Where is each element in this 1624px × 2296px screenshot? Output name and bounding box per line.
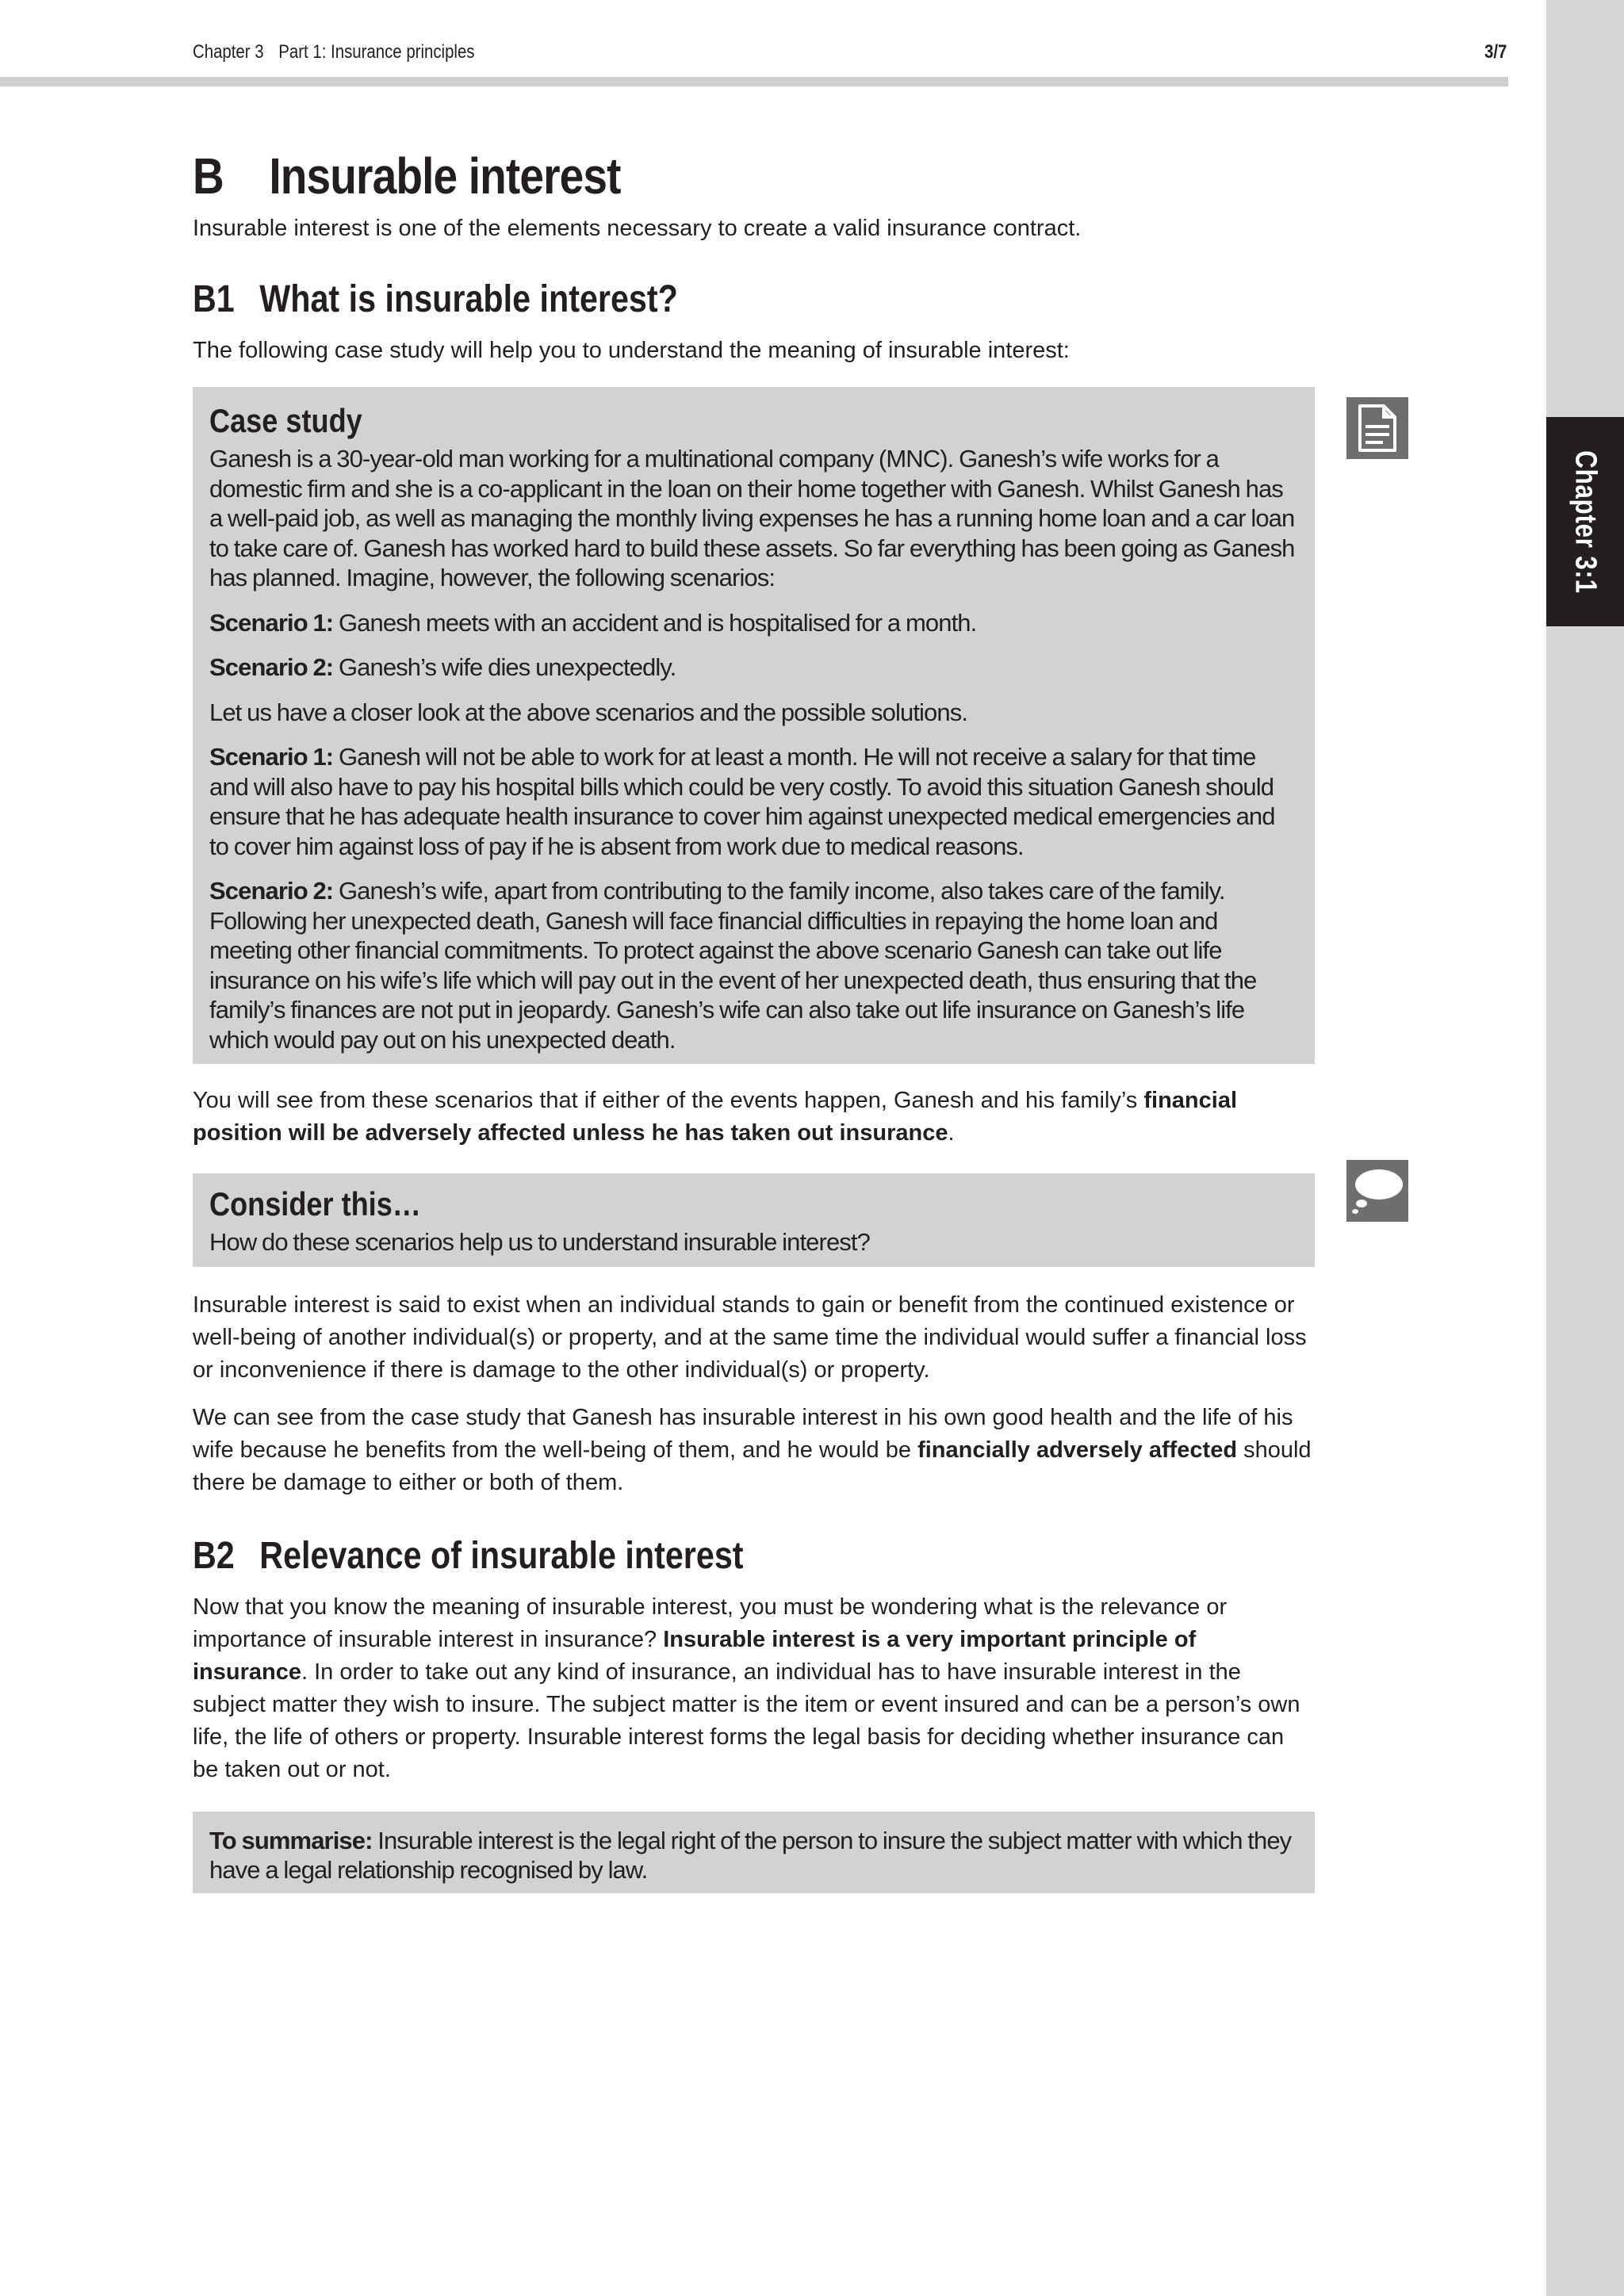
scenario-text: Ganesh’s wife, apart from contributing to the family income, also takes care of the family. Following her unexpected death, Ganesh will face financial difficulties in repaying the home loan and meeting other financial commitments. To protect against the above scenario Ganesh can take out life insurance on his wife’s life which will pay out in the event of her unexpected death, thus ensuring that the family’s finances are not put in jeopardy. Ganesh’s wife can also take out life insurance on Ganesh’s life which would pay out on his unexpected death. bbox=[209, 877, 1257, 1054]
header-part: Part 1: Insurance principles bbox=[278, 41, 475, 63]
summary-text bbox=[209, 1826, 1299, 1885]
thought-bubble-icon bbox=[1346, 1160, 1408, 1222]
section-b1-title: What is insurable interest? bbox=[259, 278, 678, 320]
side-strip bbox=[1546, 0, 1624, 2296]
ganesh-paragraph bbox=[193, 1402, 1315, 1499]
case-study-scenario-1 bbox=[209, 608, 1299, 638]
header-chapter: Chapter 3 bbox=[193, 41, 264, 63]
scenario-label: Scenario 1: bbox=[209, 743, 334, 771]
header-left bbox=[193, 41, 474, 63]
after-case-paragraph bbox=[193, 1085, 1315, 1150]
document-icon bbox=[1346, 397, 1408, 459]
case-study-title: Case study bbox=[209, 402, 362, 439]
consider-this-question: How do these scenarios help us to understand insurable interest? bbox=[209, 1228, 870, 1256]
section-b1-heading bbox=[193, 274, 1158, 325]
summary-body: Insurable interest is the legal right of the person to insure the subject matter with which they have a legal relationship recognised by law. bbox=[209, 1826, 1292, 1884]
ganesh-bold: financially adversely affected bbox=[917, 1437, 1238, 1463]
summary-box bbox=[193, 1812, 1315, 1893]
scenario-text: Ganesh will not be able to work for at least a month. He will not receive a salary for that time and will also have to pay his hospital bills which could be very costly. To avoid this situation Ganesh should ensure that he has adequate health insurance to cover him against unexpected medical emergencies and to cover him against loss of pay if he is absent from work due to medical reasons. bbox=[209, 743, 1275, 860]
case-study-closer-look: Let us have a closer look at the above scenarios and the possible solutions. bbox=[209, 698, 968, 726]
case-study-paragraph: Ganesh is a 30-year-old man working for a multinational company (MNC). Ganesh’s wife works for a domestic firm and she is a co-applicant in the loan on their home together with Ganesh. Whilst Ganesh has a well-paid job, as well as managing the monthly living expenses he has a running home loan and a car loan to take care of. Ganesh has worked hard to build these assets. So far everything has been going as Ganesh has planned. Imagine, however, the following scenarios: bbox=[209, 445, 1295, 591]
case-study-box bbox=[193, 387, 1315, 1064]
scenario-label: Scenario 2: bbox=[209, 877, 334, 905]
case-study-scenario-2 bbox=[209, 652, 1299, 683]
ganesh-end: should there be damage to either or both of them. bbox=[193, 1437, 1312, 1495]
case-study-solution-1 bbox=[209, 742, 1299, 861]
section-b-title: Insurable interest bbox=[269, 147, 621, 205]
section-b-intro: Insurable interest is one of the elements necessary to create a valid insurance contract. bbox=[193, 216, 1082, 241]
case-study-solution-2 bbox=[209, 876, 1299, 1054]
section-b1-intro: The following case study will help you to understand the meaning of insurable interest: bbox=[193, 338, 1070, 363]
scenario-label: Scenario 1: bbox=[209, 608, 334, 637]
page-number: 3/7 bbox=[1484, 41, 1507, 63]
section-b1-number: B1 bbox=[193, 278, 235, 320]
main-content bbox=[193, 143, 1315, 1893]
definition-paragraph: Insurable interest is said to exist when an individual stands to gain or benefit from the continued existence or well-being of another individual(s) or property, and at the same time the individual would suffer a financial loss or inconvenience if there is damage to the other individual(s) or property. bbox=[193, 1292, 1307, 1383]
b2-text: Now that you know the meaning of insurable interest, you must be wondering what is the relevance or importance of insurable interest in insurance? bbox=[193, 1594, 1228, 1652]
chapter-tab bbox=[1546, 417, 1624, 626]
b2-end: . In order to take out any kind of insurance, an individual has to have insurable interest in the subject matter they wish to insure. The subject matter is the item or event insured and can be a person’s own life, the life of others or property. Insurable interest forms the legal basis for deciding whether insurance can be taken out or not. bbox=[193, 1659, 1300, 1782]
ganesh-text: We can see from the case study that Ganesh has insurable interest in his own good health and the life of his wife because he benefits from the well-being of them, and he would be bbox=[193, 1404, 1293, 1463]
scenario-text: Ganesh’s wife dies unexpectedly. bbox=[333, 653, 676, 681]
section-b2-number: B2 bbox=[193, 1534, 235, 1577]
consider-this-title: Consider this… bbox=[209, 1185, 421, 1223]
running-header bbox=[193, 41, 1507, 70]
section-b-heading bbox=[193, 143, 1158, 209]
after-case-end: . bbox=[948, 1120, 955, 1146]
section-b-letter: B bbox=[193, 147, 224, 205]
section-b2-paragraph bbox=[193, 1591, 1315, 1786]
after-case-bold: financial position will be adversely affected unless he has taken out insurance bbox=[193, 1088, 1238, 1146]
summary-label: To summarise: bbox=[209, 1826, 373, 1854]
scenario-label: Scenario 2: bbox=[209, 653, 334, 681]
header-rule bbox=[0, 77, 1508, 86]
consider-this-box bbox=[193, 1173, 1315, 1267]
chapter-tab-label: Chapter 3:1 bbox=[1568, 450, 1603, 594]
section-b2-heading bbox=[193, 1531, 1158, 1582]
b2-bold: Insurable interest is a very important principle of insurance bbox=[193, 1626, 1197, 1685]
scenario-text: Ganesh meets with an accident and is hospitalised for a month. bbox=[333, 608, 977, 637]
section-b2-title: Relevance of insurable interest bbox=[259, 1534, 744, 1577]
after-case-text: You will see from these scenarios that if either of the events happen, Ganesh and his family’s bbox=[193, 1088, 1144, 1113]
